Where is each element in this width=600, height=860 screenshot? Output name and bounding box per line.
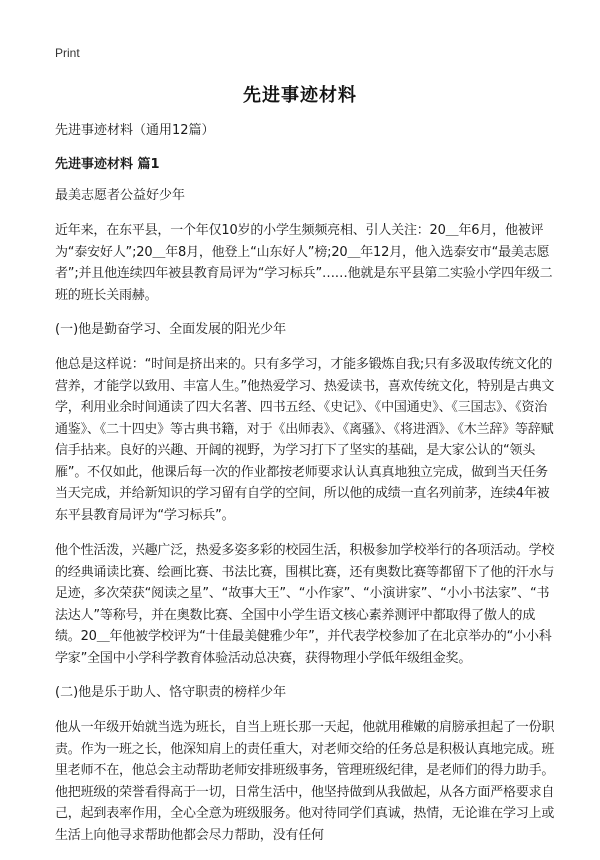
- part1-paragraph-1: 他总是这样说：“时间是挤出来的。只有多学习，才能多锻炼自我;只有多汲取传统文化的营养，才能学以致用、丰富人生。”他热爱学习、热爱读书，喜欢传统文化，特别是古典文学，利用业余时间通读了四大名著、四书五经、《史记》、《中国通史》、《三国志》、《资治通鉴》、《二十四史》等古典书籍，对于《出师表》、《离骚》、《将进酒》、《木兰辞》等辞赋信手拈来。良好的兴趣、开阔的视野，为学习打下了坚实的基础，是大家公认的“领头雁”。不仅如此，他课后每一次的作业都按老师要求认认真真地独立完成，做到当天任务当天完成，并给新知识的学习留有自学的空间，所以他的成绩一直名列前茅，连续4年被东平县教育局评为“学习标兵”。: [55, 357, 555, 523]
- print-link[interactable]: Print: [55, 46, 80, 60]
- part2-paragraph-1: 他从一年级开始就当选为班长，自当上班长那一天起，他就用稚嫩的肩膀承担起了一份职责。作为一班之长，他深知肩上的责任重大，对老师交给的任务总是积极认真地完成。班里老师不在，他总会主动帮助老师安排班级事务，管理班级纪律，是老师们的得力助手。他把班级的荣誉看得高于一切，日常生活中，他坚持做到从我做起，从各方面严格要求自己，起到表率作用，全心全意为班级服务。他对待同学们真诚，热情，无论谁在学习上或生活上向他寻求帮助他都会尽力帮助，没有任何: [55, 720, 555, 843]
- document-subtitle: 先进事迹材料（通用12篇）: [55, 123, 215, 138]
- honor-title: 最美志愿者公益好少年: [55, 188, 186, 203]
- document-title: 先进事迹材料: [243, 85, 357, 106]
- section-heading: 先进事迹材料 篇1: [55, 157, 160, 172]
- intro-paragraph: 近年来，在东平县，一个年仅10岁的小学生频频亮相、引人关注：20＿年6月，他被评为“泰安好人”;20＿年8月，他登上“山东好人”榜;20＿年12月，他入选泰安市“最美志愿者”;并且他连续四年被县教育局评为“学习标兵”……他就是东平县第二实验小学四年级二班的班长关雨赫。: [55, 223, 553, 303]
- part1-paragraph-2: 他个性活泼，兴趣广泛，热爱多姿多彩的校园生活，积极参加学校举行的各项活动。学校的经典诵读比赛、绘画比赛、书法比赛，围棋比赛，还有奥数比赛等都留下了他的汗水与足迹，多次荣获“阅读之星”、“故事大王”、“小作家”、“小演讲家”、“小小书法家”、“书法达人”等称号，并在奥数比赛、全国中小学生语文核心素养测评中都取得了傲人的成绩。20＿年他被学校评为“十佳最美健雅少年”，并代表学校参加了在北京举办的“小小科学家”全国中小学科学教育体验活动总决赛，获得物理小学低年级组金奖。: [55, 543, 555, 666]
- part2-heading: (二)他是乐于助人、恪守职责的榜样少年: [55, 685, 287, 700]
- part1-heading: (一)他是勤奋学习、全面发展的阳光少年: [55, 322, 287, 337]
- document-body: [55, 121, 555, 860]
